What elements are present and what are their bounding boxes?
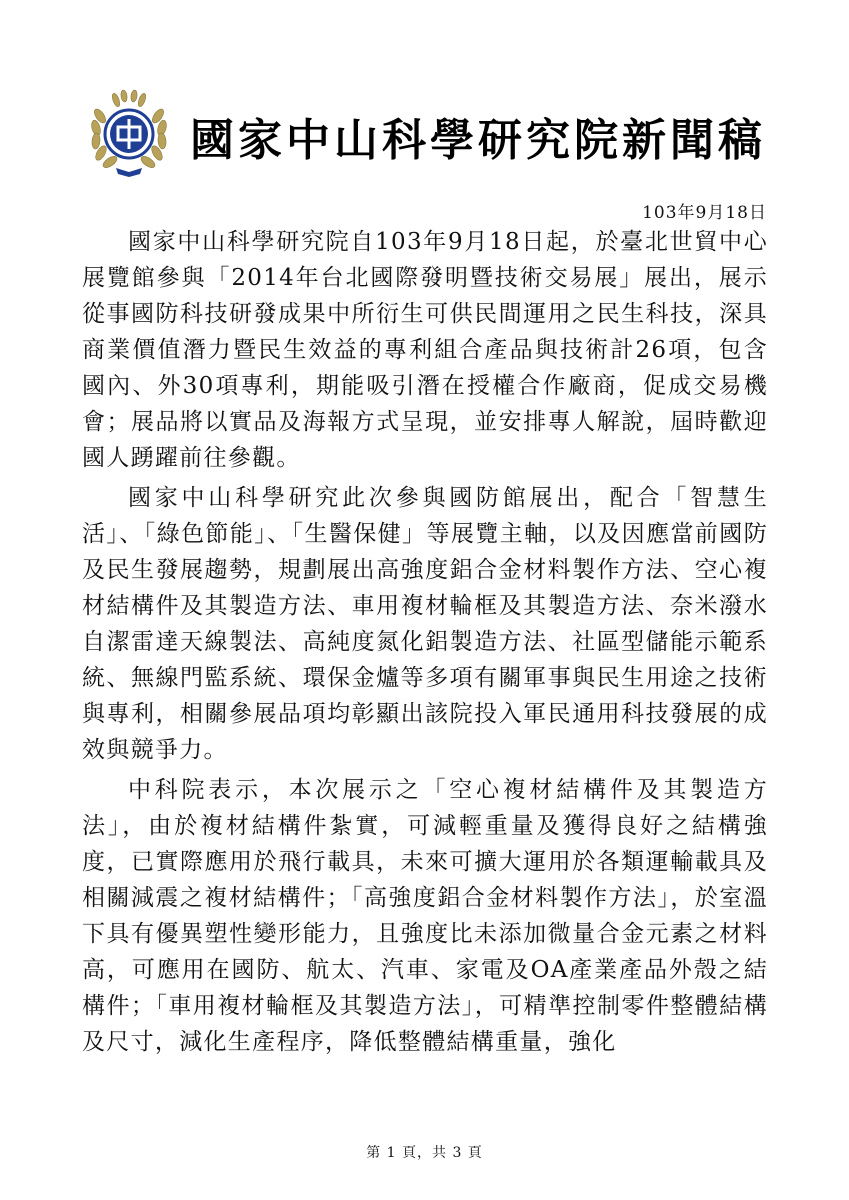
article-body [82, 224, 768, 1064]
ncsist-emblem-icon [86, 86, 172, 178]
paragraph: 國家中山科學研究院自103年9月18日起，於臺北世貿中心展覽館參與「2014年台北國際發明暨技術交易展」展出，展示從事國防科技研發成果中所衍生可供民間運用之民生科技，深具商業價值潛力暨民生效益的專利組合產品與技術計26項，包含國內、外30項專利，期能吸引潛在授權合作廠商，促成交易機會；展品將以實品及海報方式呈現，並安排專人解說，屆時歡迎國人踴躍前往參觀。 [82, 229, 768, 471]
page-title: 國家中山科學研究院新聞稿 [190, 115, 766, 166]
release-date: 103年9月18日 [642, 203, 767, 223]
document-header [86, 86, 776, 178]
page-footer: 第 1 頁，共 3 頁 [366, 1145, 483, 1161]
paragraph: 國家中山科學研究此次參與國防館展出，配合「智慧生活」、「綠色節能」、「生醫保健」等展覽主軸，以及因應當前國防及民生發展趨勢，規劃展出高強度鋁合金材料製作方法、空心複材結構件及其製造方法、車用複材輪框及其製造方法、奈米潑水自潔雷達天線製法、高純度氮化鋁製造方法、社區型儲能示範系統、無線門監系統、環保金爐等多項有關軍事與民生用途之技術與專利，相關參展品項均彰顯出該院投入軍民通用科技發展的成效與競爭力。 [82, 485, 768, 763]
paragraph: 中科院表示，本次展示之「空心複材結構件及其製造方法」，由於複材結構件紮實，可減輕重量及獲得良好之結構強度，已實際應用於飛行載具，未來可擴大運用於各類運輸載具及相關減震之複材結構件；「高強度鋁合金材料製作方法」，於室溫下具有優異塑性變形能力，且強度比未添加微量合金元素之材料高，可應用在國防、航太、汽車、家電及OA產業產品外殼之結構件；「車用複材輪框及其製造方法」，可精準控制零件整體結構及尺寸，減化生產程序，降低整體結構重量，強化 [82, 777, 768, 1055]
